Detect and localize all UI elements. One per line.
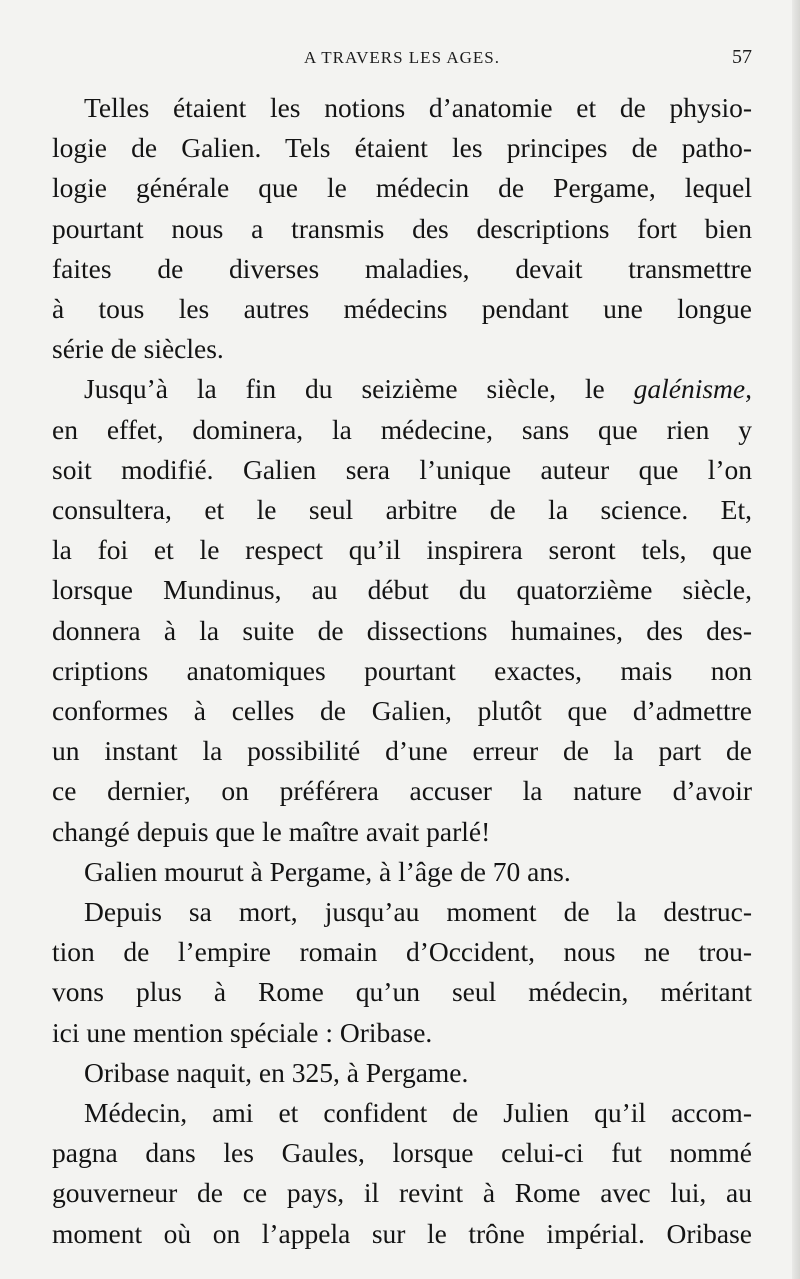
text-line: en effet, dominera, la médecine, sans que rien y	[52, 413, 752, 445]
text-line: criptions anatomiques pourtant exactes, mais non	[52, 654, 752, 686]
running-title: A TRAVERS LES AGES.	[304, 48, 500, 67]
paragraph	[52, 892, 752, 1053]
paragraph	[52, 88, 752, 369]
text-line: faites de diverses maladies, devait transmettre	[52, 252, 752, 284]
text-line: vons plus à Rome qu’un seul médecin, méritant	[52, 976, 752, 1008]
text-line: moment où on l’appela sur le trône impérial. Oribase	[52, 1217, 752, 1249]
text-line: pourtant nous a transmis des descriptions fort bien	[52, 212, 752, 244]
paragraph	[52, 852, 752, 892]
paragraph	[52, 1093, 752, 1254]
text-line: conformes à celles de Galien, plutôt que d’admettre	[52, 695, 752, 727]
text-line: gouverneur de ce pays, il revint à Rome avec lui, au	[52, 1177, 752, 1209]
text-line: Telles étaient les notions d’anatomie et de physio-	[84, 92, 752, 123]
emphasis-galenisme: galénisme,	[633, 373, 752, 405]
page-edge-shadow	[792, 0, 800, 1279]
text-line: Oribase naquit, en 325, à Pergame.	[84, 1056, 469, 1088]
text-line: un instant la possibilité d’une erreur de la part de	[52, 735, 752, 767]
text-line: la foi et le respect qu’il inspirera seront tels, que	[52, 534, 752, 566]
text-line: tion de l’empire romain d’Occident, nous ne trou-	[52, 936, 752, 968]
text-line: ici une mention spéciale : Oribase.	[52, 1016, 433, 1048]
text-line: soit modifié. Galien sera l’unique auteur que l’on	[52, 453, 752, 485]
text-line: ce dernier, on préférera accuser la nature d’avoir	[52, 775, 752, 807]
text-line: donnera à la suite de dissections humaines, des des-	[52, 614, 752, 646]
paragraph	[52, 1053, 752, 1093]
text-line: Depuis sa mort, jusqu’au moment de la destruc-	[84, 896, 752, 928]
text-line	[52, 369, 752, 409]
text-line: changé depuis que le maître avait parlé!	[52, 815, 491, 847]
page-number: 57	[732, 46, 752, 68]
page-header	[52, 44, 752, 74]
text-line: logie générale que le médecin de Pergame, lequel	[52, 172, 752, 204]
paragraph	[52, 369, 752, 851]
text-line: pagna dans les Gaules, lorsque celui-ci fut nommé	[52, 1137, 752, 1169]
text-run: Jusqu’à la fin du seizième siècle, le	[84, 373, 634, 405]
text-line: Galien mourut à Pergame, à l’âge de 70 ans.	[84, 855, 571, 887]
text-line: logie de Galien. Tels étaient les principes de patho-	[52, 132, 752, 164]
text-line: à tous les autres médecins pendant une longue	[52, 293, 752, 325]
text-line: consultera, et le seul arbitre de la science. Et,	[52, 494, 752, 526]
body-text	[52, 88, 752, 1254]
text-line: lorsque Mundinus, au début du quatorzième siècle,	[52, 574, 752, 606]
text-line: série de siècles.	[52, 333, 224, 365]
text-line: Médecin, ami et confident de Julien qu’il accom-	[84, 1097, 752, 1129]
